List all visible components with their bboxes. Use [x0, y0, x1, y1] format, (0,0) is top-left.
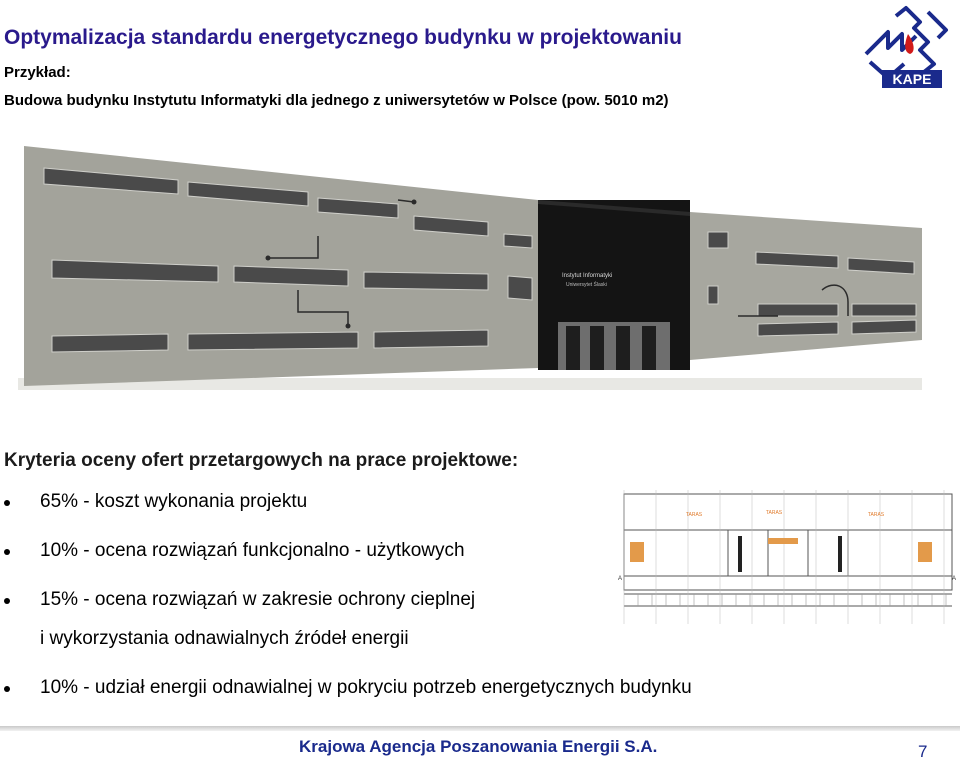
bullet-icon: [4, 549, 10, 555]
footer-organization: Krajowa Agencja Poszanowania Energii S.A.: [299, 737, 658, 756]
building-facade-image: [18, 140, 922, 390]
bullet-icon: [4, 500, 10, 506]
facade-sign-line1: Instytut Informatyki: [562, 273, 613, 279]
page-number: 7: [918, 742, 928, 761]
logo-text: KAPE: [892, 71, 932, 87]
bullet-icon: [4, 598, 10, 604]
terrace-label: TARAS: [867, 512, 885, 518]
example-label: Przykład:: [4, 64, 71, 81]
footer-divider: [0, 726, 960, 731]
example-description: Budowa budynku Instytutu Informatyki dla jednego z uniwersytetów w Polsce (pow. 5010 m2): [4, 92, 669, 109]
bullet-icon: [4, 686, 10, 692]
floor-plan-image: [618, 490, 958, 624]
slide-title: Optymalizacja standardu energetycznego budynku w projektowaniu: [4, 26, 682, 49]
criteria-list: 65% - koszt wykonania projektu 10% - ocena rozwiązań funkcjonalno - użytkowych 15% - ocena rozwiązań w zakresie ochrony cieplnej i wykorzystania odnawialnych źródeł energii 10% - udział energii odnawialnej w pokryciu potrzeb energetycznych budynku: [0, 0, 960, 763]
section-marker-left: A: [618, 576, 623, 582]
section-marker-right: A: [952, 576, 957, 582]
terrace-label: TARAS: [685, 512, 703, 518]
terrace-label: TARAS: [765, 510, 783, 516]
criteria-heading: Kryteria oceny ofert przetargowych na prace projektowe:: [4, 450, 519, 471]
kape-logo-icon: [858, 4, 954, 96]
facade-sign-line2: Uniwersytet Ślaski: [566, 282, 607, 288]
